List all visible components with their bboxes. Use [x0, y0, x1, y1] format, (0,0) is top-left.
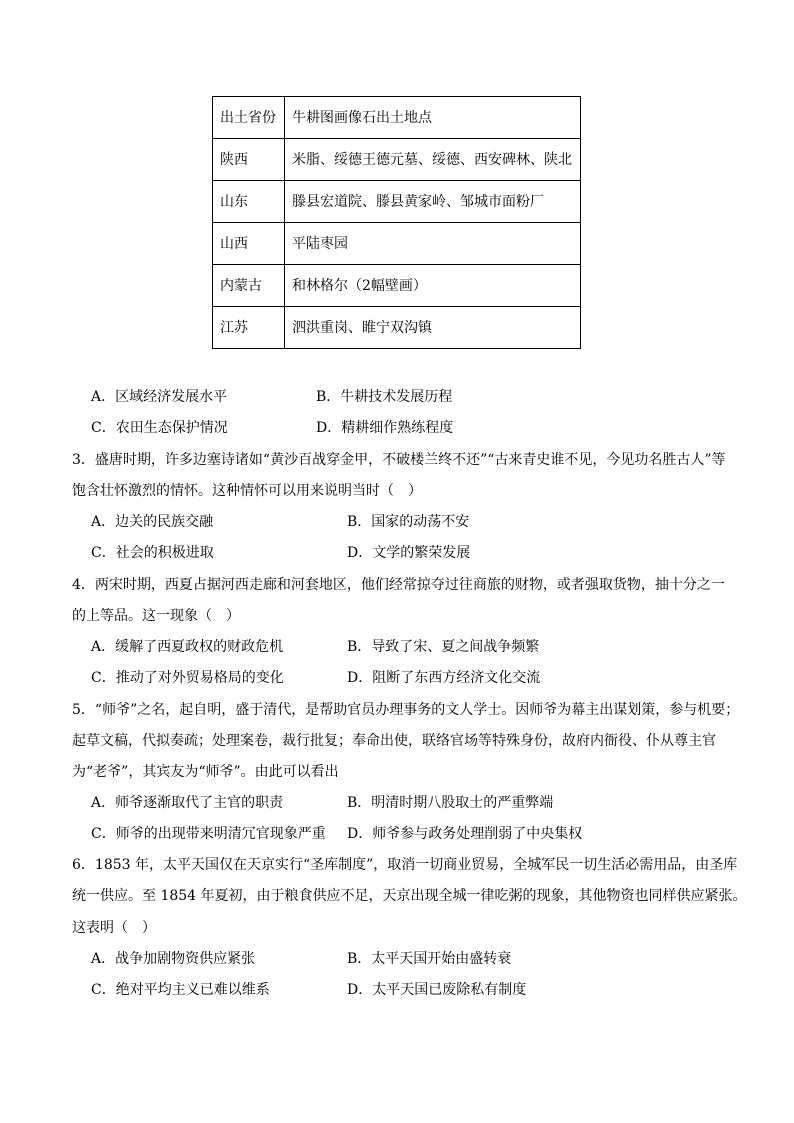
option-a[interactable]: A．缓解了西夏政权的财政危机: [91, 639, 284, 655]
option-b[interactable]: B．太平天国开始由盛转衰: [347, 951, 512, 967]
option-a[interactable]: A．边关的民族交融: [91, 514, 214, 530]
table-row: [213, 223, 581, 265]
table-row: [213, 181, 581, 223]
table-cell-sites: 滕县宏道院、滕县黄家岭、邹城市面粉厂: [285, 181, 581, 223]
question-stem-line: 为“老爷”，其宾友为“师爷”。由此可以看出: [72, 764, 339, 780]
option-b[interactable]: B．国家的动荡不安: [347, 514, 470, 530]
option-d[interactable]: D．阻断了东西方经济文化交流: [347, 670, 541, 686]
option-b[interactable]: B．牛耕技术发展历程: [316, 389, 453, 405]
table-header-cell: 牛耕图画像石出土地点: [285, 97, 581, 139]
question-stem-line: 的上等品。这一现象（ ）: [72, 608, 240, 624]
question-stem-line: 4．两宋时期，西夏占据河西走廊和河套地区，他们经常掠夺过往商旅的财物，或者强取货物，抽十分之一: [72, 577, 725, 593]
option-d[interactable]: D．太平天国已废除私有制度: [347, 982, 527, 998]
option-a[interactable]: A．区域经济发展水平: [91, 389, 228, 405]
table-cell-province: 陕西: [213, 139, 285, 181]
option-d[interactable]: D．文学的繁荣发展: [347, 545, 471, 561]
table-row: [213, 265, 581, 307]
option-b[interactable]: B．明清时期八股取士的严重弊端: [347, 795, 554, 811]
question-stem-line: 6．1853 年，太平天国仅在天京实行“圣库制度”，取消一切商业贸易，全城军民一切生活必需用品，由圣库: [72, 857, 738, 873]
question-stem-line: 5．“师爷”之名，起自明，盛于清代，是帮助官员办理事务的文人学士。因师爷为幕主出谋划策，参与机要；: [72, 702, 740, 718]
excavation-sites-table: [212, 96, 581, 349]
question-stem-line: 这表明（ ）: [72, 920, 156, 936]
option-c[interactable]: C．农田生态保护情况: [91, 420, 228, 436]
question-stem-line: 统一供应。至 1854 年夏初，由于粮食供应不足，天京出现全城一律吃粥的现象，其他物资也同样供应紧张。: [72, 888, 747, 904]
table-cell-province: 内蒙古: [213, 265, 285, 307]
question-stem-line: 3．盛唐时期，许多边塞诗诸如“黄沙百战穿金甲，不破楼兰终不还”“古来青史谁不见，今见功名胜古人”等: [72, 452, 726, 468]
option-c[interactable]: C．绝对平均主义已难以维系: [91, 982, 270, 998]
table-header-row: [213, 97, 581, 139]
option-d[interactable]: D．师爷参与政务处理削弱了中央集权: [347, 826, 583, 842]
option-a[interactable]: A．师爷逐渐取代了主官的职责: [91, 795, 284, 811]
question-stem-line: 起草文稿，代拟奏疏；处理案卷，裁行批复；奉命出使，联络官场等特殊身份，故府内衙役、仆从尊主官: [72, 733, 716, 749]
table-cell-sites: 平陆枣园: [285, 223, 581, 265]
table-cell-sites: 和林格尔（2幅壁画）: [285, 265, 581, 307]
table-cell-province: 山西: [213, 223, 285, 265]
table-cell-sites: 泗洪重岗、睢宁双沟镇: [285, 307, 581, 349]
question-stem-line: 饱含壮怀激烈的情怀。这种情怀可以用来说明当时（ ）: [72, 483, 422, 499]
option-c[interactable]: C．推动了对外贸易格局的变化: [91, 670, 284, 686]
option-a[interactable]: A．战争加剧物资供应紧张: [91, 951, 256, 967]
option-c[interactable]: C．师爷的出现带来明清冗官现象严重: [91, 826, 326, 842]
table-cell-province: 江苏: [213, 307, 285, 349]
option-b[interactable]: B．导致了宋、夏之间战争频繁: [347, 639, 540, 655]
option-c[interactable]: C．社会的积极进取: [91, 545, 214, 561]
table-header-cell: 出土省份: [213, 97, 285, 139]
table-cell-province: 山东: [213, 181, 285, 223]
table-cell-sites: 米脂、绥德王德元墓、绥德、西安碑林、陕北: [285, 139, 581, 181]
table-row: [213, 307, 581, 349]
table-row: [213, 139, 581, 181]
option-d[interactable]: D．精耕细作熟练程度: [316, 420, 454, 436]
